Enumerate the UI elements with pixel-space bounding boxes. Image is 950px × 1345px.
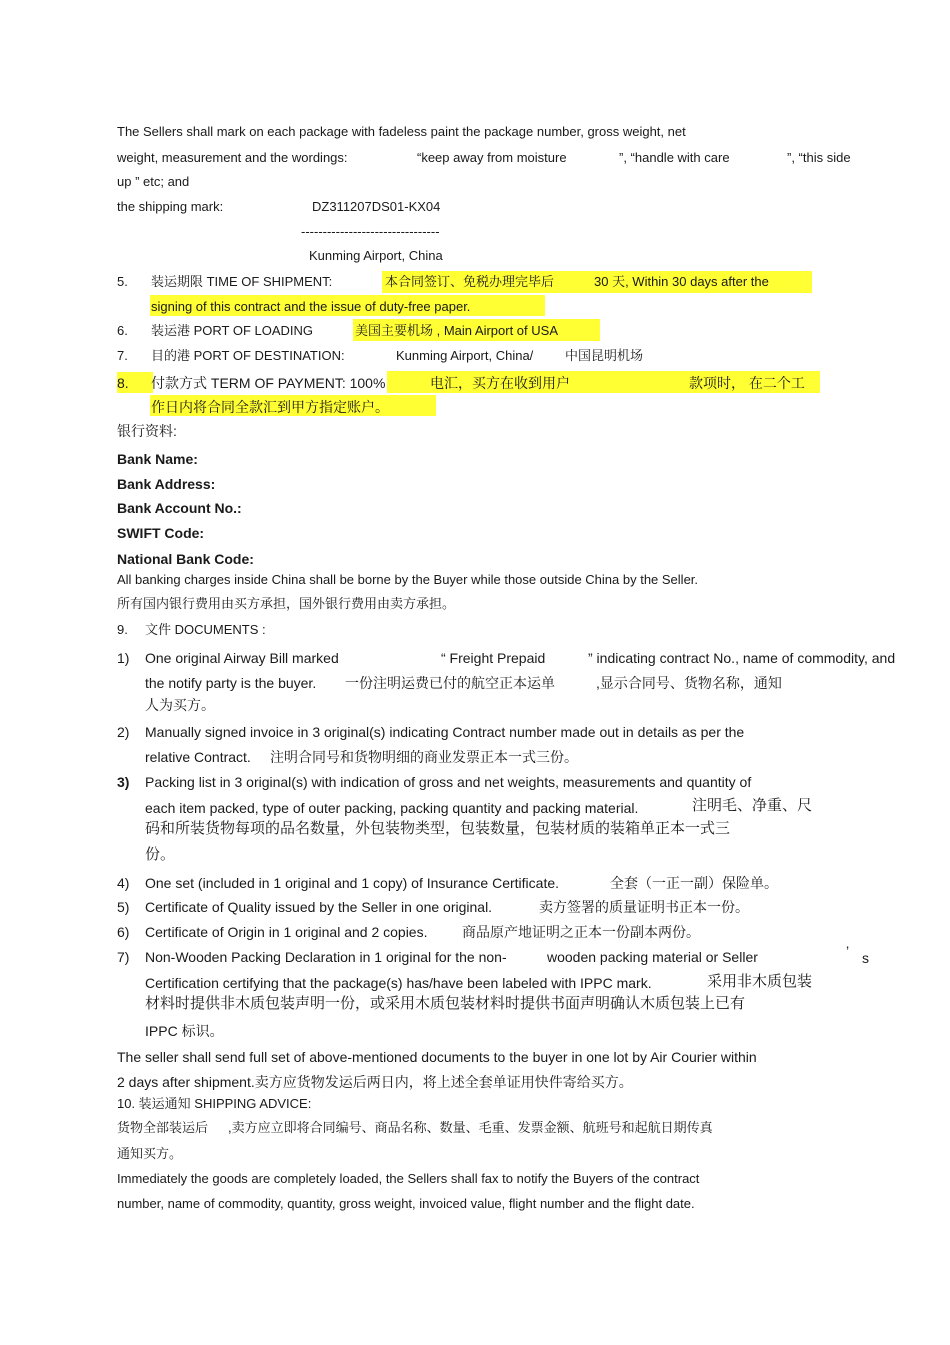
full-set-line-2: 2 days after shipment.卖方应货物发运后两日内，将上述全套单证用快件寄给买方。 — [117, 1074, 633, 1090]
national-bank-code-label: National Bank Code: — [117, 551, 254, 567]
bank-name-label: Bank Name: — [117, 451, 198, 467]
doc-7-line-1a: Non-Wooden Packing Declaration in 1 original for the non- — [145, 949, 507, 965]
doc-2-line-1: Manually signed invoice in 3 original(s) indicating Contract number made out in details as per the — [145, 724, 745, 740]
doc-2-number: 2) — [117, 724, 130, 740]
doc-1-line-2b: 一份注明运费已付的航空正本运单 — [345, 675, 555, 691]
doc-1-line-1b: “ Freight Prepaid — [441, 650, 546, 666]
shipping-advice-heading: 10. 装运通知 SHIPPING ADVICE: — [117, 1096, 312, 1111]
item-6-value: 美国主要机场 , Main Airport of USA — [355, 323, 558, 338]
doc-2-line-2b: 注明合同号和货物明细的商业发票正本一式三份。 — [270, 749, 578, 765]
item-6-number: 6. — [117, 323, 128, 338]
item-6-label: 装运港 PORT OF LOADING — [151, 323, 314, 338]
doc-1-line-2a: the notify party is the buyer. — [145, 675, 317, 691]
doc-3-line-4: 份。 — [145, 846, 176, 863]
doc-3-number: 3) — [117, 774, 130, 790]
doc-6-line-1a: Certificate of Origin in 1 original and 2 copies. — [145, 924, 428, 940]
doc-5-line-1a: Certificate of Quality issued by the Seller in one original. — [145, 899, 493, 915]
doc-1-line-1a: One original Airway Bill marked — [145, 650, 339, 666]
shipping-advice-cn-2: 通知买方。 — [117, 1146, 183, 1161]
doc-7-line-2b: 采用非木质包装 — [707, 973, 813, 990]
doc-7-line-1d: s — [862, 950, 869, 966]
doc-3-line-2a: each item packed, type of outer packing, packing quantity and packing material. — [145, 800, 639, 816]
doc-1-line-1c: ” indicating contract No., name of commodity, and — [588, 650, 896, 666]
doc-3-line-2b: 注明毛、净重、尺 — [692, 797, 813, 814]
full-set-line-1: The seller shall send full set of above-mentioned documents to the buyer in one lot by Air Courier within — [117, 1049, 757, 1065]
shipping-advice-en-1: Immediately the goods are completely loaded, the Sellers shall fax to notify the Buyers of the contract — [117, 1171, 700, 1186]
shipping-mark-dashes: -------------------------------- — [301, 224, 440, 239]
shipping-advice-en-2: number, name of commodity, quantity, gross weight, invoiced value, flight number and the flight date. — [117, 1196, 695, 1211]
item-8-value-b: 款项时， 在二个工 — [689, 375, 805, 391]
doc-7-line-1b: wooden packing material or Seller — [547, 949, 758, 965]
doc-1-line-3: 人为买方。 — [145, 697, 215, 713]
marking-line-2b: “keep away from moisture — [417, 150, 567, 165]
item-8-label: 付款方式 TERM OF PAYMENT: 100% — [151, 375, 386, 391]
doc-6-line-1b: 商品原产地证明之正本一份副本两份。 — [462, 924, 700, 940]
bank-account-label: Bank Account No.: — [117, 500, 242, 516]
doc-3-line-3: 码和所装货物每项的品名数量，外包装物类型，包装数量，包装材质的装箱单正本一式三 — [145, 820, 731, 837]
shipping-advice-cn-1b: ,卖方应立即将合同编号、商品名称、数量、毛重、发票金额、航班号和起航日期传真 — [228, 1120, 713, 1135]
bank-heading: 银行资料: — [117, 423, 177, 439]
swift-code-label: SWIFT Code: — [117, 525, 205, 541]
item-8-value-2: 作日内将合同全款汇到甲方指定账户。 — [151, 399, 389, 415]
shipping-advice-cn-1a: 货物全部装运后 — [117, 1120, 209, 1135]
documents-number: 9. — [117, 622, 128, 637]
item-5-label: 装运期限 TIME OF SHIPMENT: — [151, 274, 333, 289]
doc-7-line-1c: ’ — [846, 943, 850, 959]
shipping-mark-code: DZ311207DS01-KX04 — [312, 199, 441, 214]
bank-address-label: Bank Address: — [117, 476, 216, 492]
item-7-value-b: 中国昆明机场 — [565, 348, 644, 363]
marking-line-2a: weight, measurement and the wordings: — [117, 150, 348, 165]
doc-6-number: 6) — [117, 924, 130, 940]
item-8-value-a: 电汇，买方在收到用户 — [430, 375, 570, 391]
doc-1-number: 1) — [117, 650, 130, 666]
item-7-number: 7. — [117, 348, 128, 363]
doc-5-number: 5) — [117, 899, 130, 915]
doc-7-number: 7) — [117, 949, 130, 965]
doc-1-line-2c: ,显示合同号、货物名称，通知 — [596, 675, 782, 691]
doc-4-number: 4) — [117, 875, 130, 891]
item-7-label: 目的港 PORT OF DESTINATION: — [151, 348, 345, 363]
item-5-value-b: 30 天, Within 30 days after the — [594, 274, 769, 289]
item-8-number: 8. — [117, 375, 129, 391]
marking-line-2c: ”, “handle with care — [619, 150, 730, 165]
doc-7-line-3: 材料时提供非木质包装声明一份，或采用木质包装材料时提供书面声明确认木质包装上已有 — [145, 995, 746, 1012]
documents-heading: 文件 DOCUMENTS : — [145, 622, 266, 637]
marking-line-1: The Sellers shall mark on each package with fadeless paint the package number, gross weight, net — [117, 124, 686, 139]
marking-line-3: up ” etc; and — [117, 174, 190, 189]
bank-charges-cn: 所有国内银行费用由买方承担，国外银行费用由卖方承担。 — [117, 596, 456, 611]
shipping-mark-destination: Kunming Airport, China — [309, 248, 443, 263]
item-5-number: 5. — [117, 274, 128, 289]
item-7-value-a: Kunming Airport, China/ — [396, 348, 534, 363]
bank-charges-en: All banking charges inside China shall be borne by the Buyer while those outside China by the Seller. — [117, 572, 699, 587]
shipping-mark-label: the shipping mark: — [117, 199, 224, 214]
doc-5-line-1b: 卖方签署的质量证明书正本一份。 — [539, 899, 749, 915]
doc-7-line-2a: Certification certifying that the package(s) has/have been labeled with IPPC mark. — [145, 975, 652, 991]
doc-4-line-1a: One set (included in 1 original and 1 copy) of Insurance Certificate. — [145, 875, 560, 891]
item-5-value-a: 本合同签订、免税办理完毕后 — [385, 274, 555, 289]
doc-4-line-1b: 全套（一正一副）保险单。 — [610, 875, 778, 891]
marking-line-2d: ”, “this side — [787, 150, 851, 165]
doc-3-line-1: Packing list in 3 original(s) with indication of gross and net weights, measurements and quantity of — [145, 774, 752, 790]
doc-2-line-2a: relative Contract. — [145, 749, 251, 765]
item-5-value-2: signing of this contract and the issue of duty-free paper. — [151, 299, 471, 314]
doc-7-line-4: IPPC 标识。 — [145, 1023, 224, 1039]
